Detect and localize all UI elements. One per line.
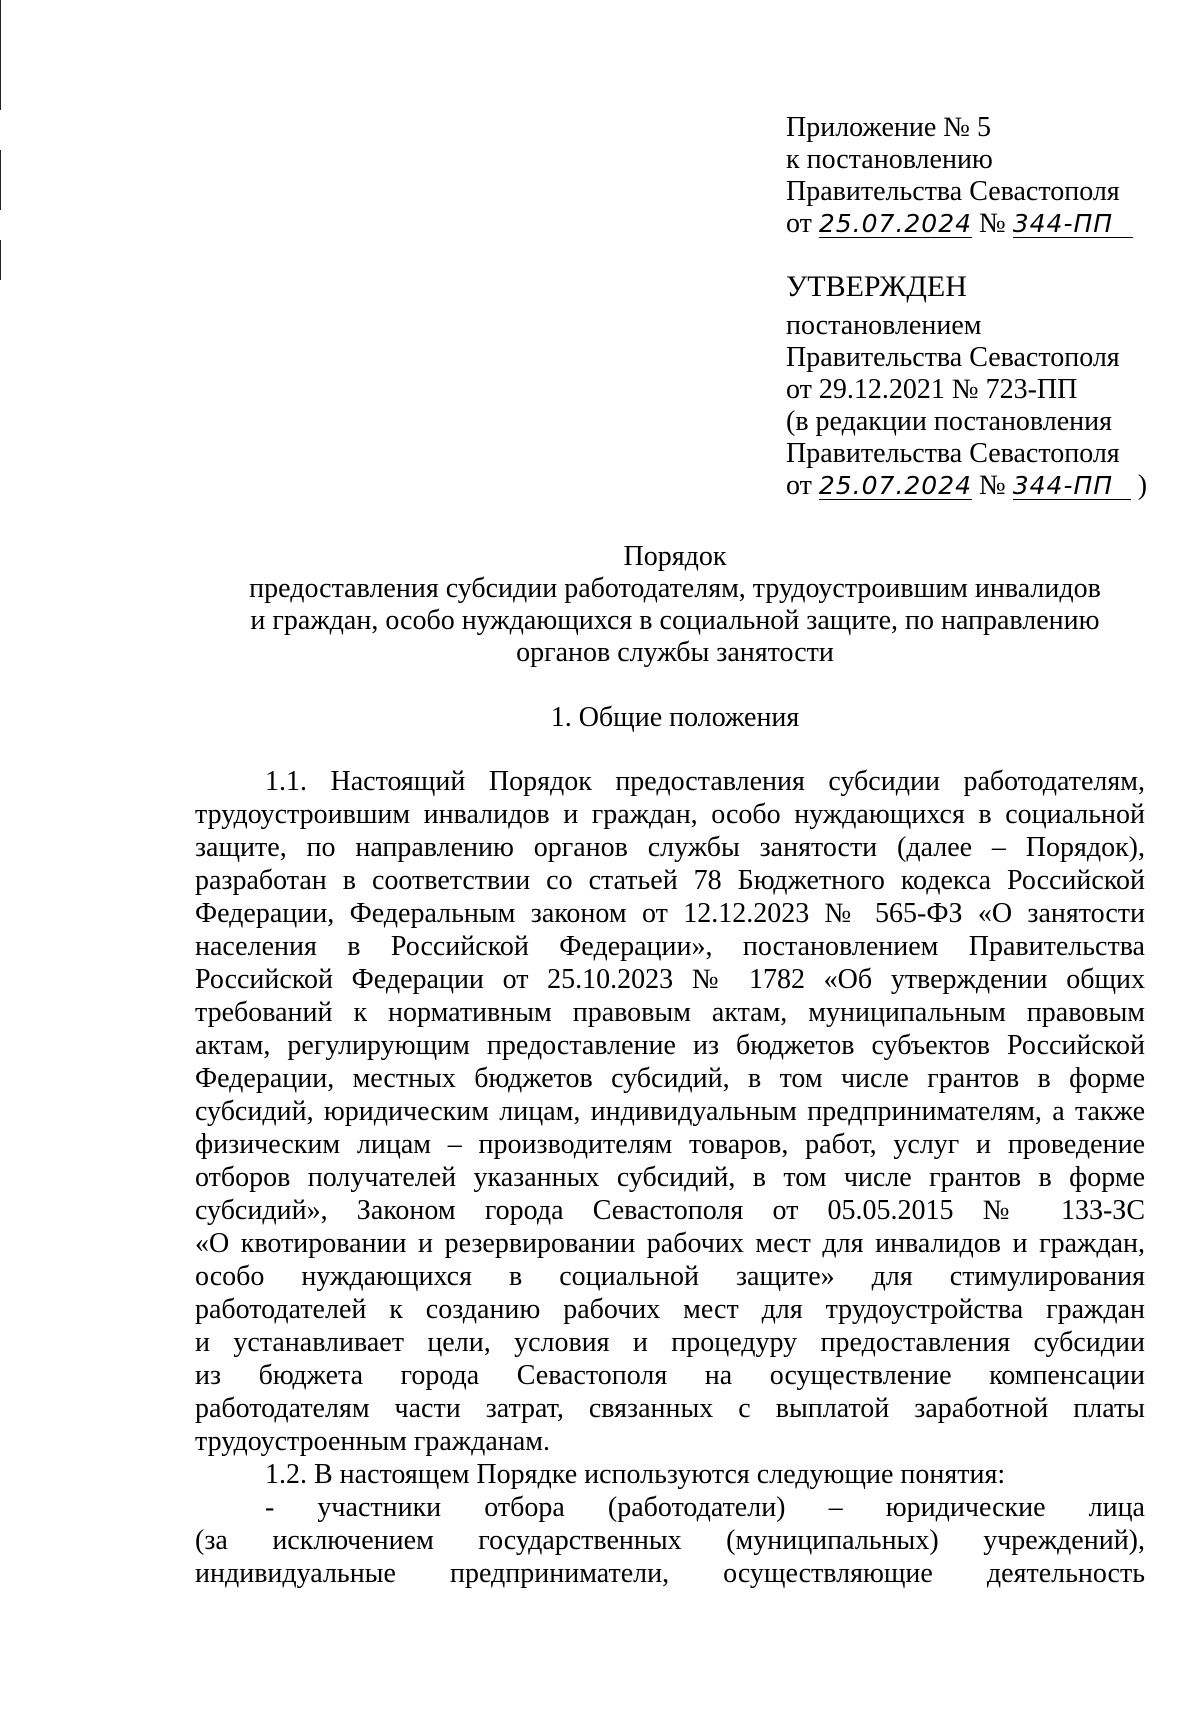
date-prefix: от [786, 470, 812, 501]
scan-edge-line [0, 0, 1, 110]
body-line: 1.2. В настоящем Порядке используются следующие понятия: [265, 1459, 1006, 1490]
body-line: трудоустроенным гражданам. [195, 1426, 550, 1457]
body-line: индивидуальные предприниматели, осуществляющие деятельность [195, 1558, 1145, 1589]
title-line-3: и граждан, особо нуждающихся в социальной защите, по направлению [250, 605, 1100, 636]
appendix-to-resolution: к постановлению [786, 144, 993, 175]
body-line: требований к нормативным правовым актам, муниципальным правовым [195, 997, 1145, 1028]
approved-line-5: Правительства Севастополя [786, 438, 1120, 469]
approved-block [786, 270, 1166, 502]
document-title [195, 541, 1155, 669]
body-line: особо нуждающихся в социальной защите» для стимулирования [195, 1261, 1145, 1292]
handwritten-number: 344-ПП [1013, 211, 1133, 238]
scan-edge-line [0, 150, 1, 210]
appendix-number: Приложение № 5 [786, 112, 991, 143]
body-line: субсидий, юридическим лицам, индивидуальным предпринимателям, а также [195, 1096, 1145, 1127]
body-line: разработан в соответствии со статьей 78 Бюджетного кодекса Российской [195, 865, 1145, 896]
body-line: трудоустроившим инвалидов и граждан, особо нуждающихся в социальной [195, 799, 1145, 830]
body-line: - участники отбора (работодатели) – юридические лица [265, 1492, 1145, 1523]
date-prefix: от [786, 208, 812, 239]
body-line: Федерации, Федеральным законом от 12.12.2023 № 565-ФЗ «О занятости [195, 898, 1145, 929]
body-line: и устанавливает цели, условия и процедуру предоставления субсидии [195, 1327, 1145, 1358]
scan-edge-line [0, 240, 1, 280]
appendix-government: Правительства Севастополя [786, 176, 1120, 207]
body-line: «О квотировании и резервировании рабочих мест для инвалидов и граждан, [195, 1228, 1145, 1259]
number-prefix: № [979, 208, 1006, 239]
title-line-2: предоставления субсидии работодателям, трудоустроившим инвалидов [249, 573, 1101, 604]
body-line: 1.1. Настоящий Порядок предоставления субсидии работодателям, [265, 766, 1145, 797]
body-line: работодателей к созданию рабочих мест для трудоустройства граждан [195, 1294, 1145, 1325]
body-line: Российской Федерации от 25.10.2023 № 1782 «Об утверждении общих [195, 964, 1145, 995]
approved-line-1: постановлением [786, 310, 982, 341]
body-line: Федерации, местных бюджетов субсидий, в том числе грантов в форме [195, 1063, 1145, 1094]
body-line: защите, по направлению органов службы занятости (далее – Порядок), [195, 832, 1145, 863]
body-line: актам, регулирующим предоставление из бюджетов субъектов Российской [195, 1030, 1145, 1061]
body-line: (за исключением государственных (муниципальных) учреждений), [195, 1525, 1145, 1556]
body-line: физическим лицам – производителям товаров, работ, услуг и проведение [195, 1129, 1145, 1160]
approved-title: УТВЕРЖДЕН [786, 270, 967, 303]
number-prefix: № [979, 470, 1006, 501]
handwritten-date: 25.07.2024 [818, 471, 973, 500]
closing-paren: ) [1137, 470, 1148, 501]
handwritten-number: 344-ПП [1013, 473, 1131, 500]
body-line: субсидий», Законом города Севастополя от 05.05.2015 № 133-ЗС [195, 1195, 1145, 1226]
approved-line-2: Правительства Севастополя [786, 342, 1120, 373]
body-line: населения в Российской Федерации», постановлением Правительства [195, 931, 1145, 962]
section-heading: 1. Общие положения [550, 702, 800, 733]
approved-date-line [786, 470, 1166, 502]
body-line: отборов получателей указанных субсидий, в том числе грантов в форме [195, 1162, 1145, 1193]
title-line-1: Порядок [623, 541, 727, 572]
title-line-4: органов службы занятости [516, 637, 834, 668]
approved-line-4: (в редакции постановления [786, 406, 1113, 437]
appendix-date-line [786, 208, 1166, 240]
handwritten-date: 25.07.2024 [818, 209, 973, 238]
body-line: работодателям части затрат, связанных с выплатой заработной платы [195, 1393, 1145, 1424]
appendix-block [786, 112, 1166, 240]
body-line: из бюджета города Севастополя на осуществление компенсации [195, 1360, 1145, 1391]
approved-line-3: от 29.12.2021 № 723-ПП [786, 374, 1078, 405]
body-text [195, 765, 1145, 1590]
